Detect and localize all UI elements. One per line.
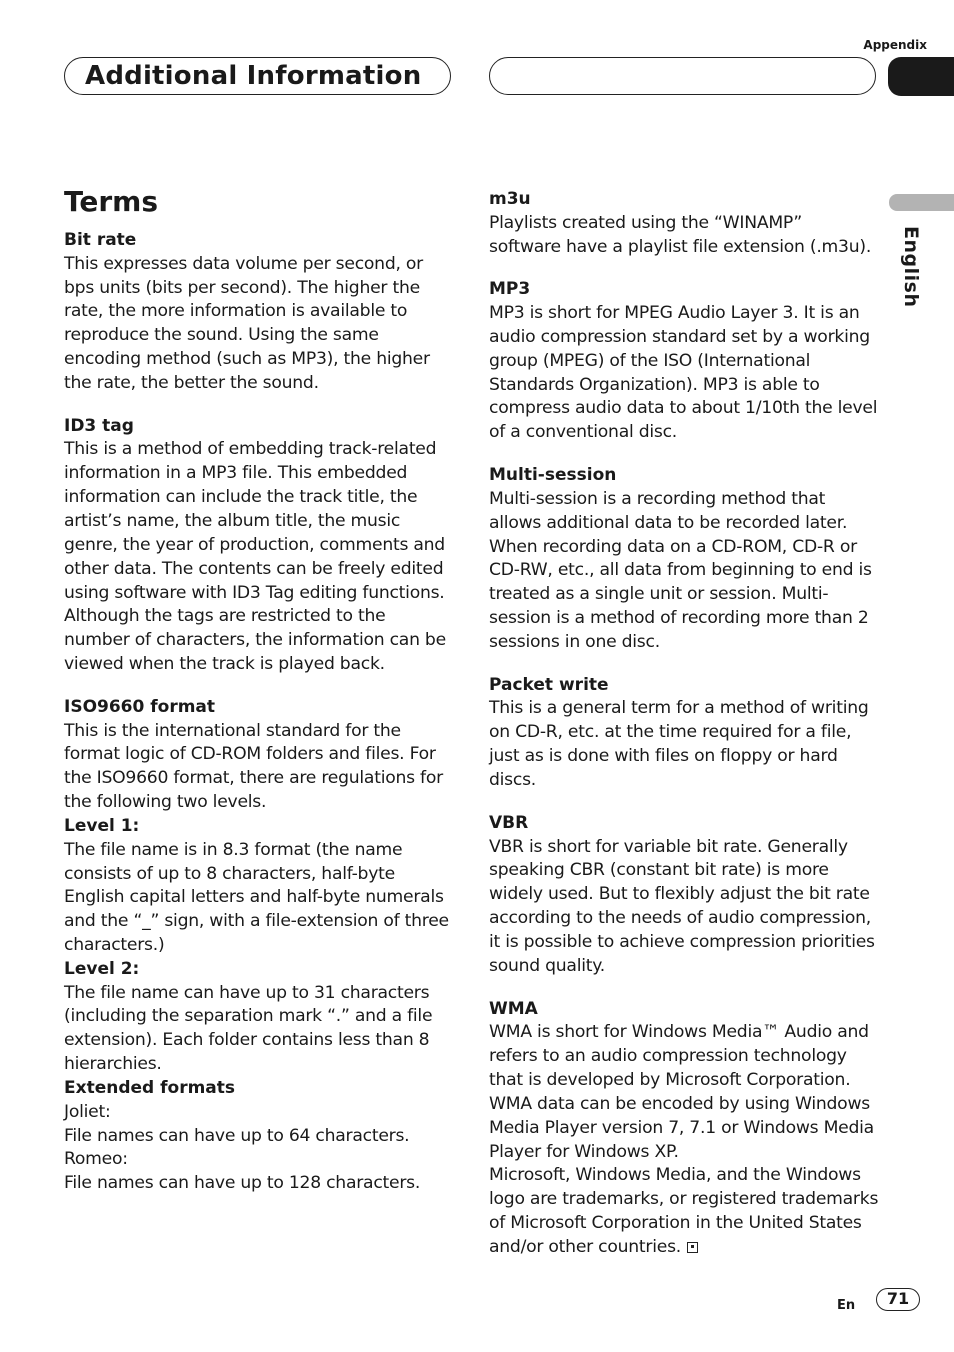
term-heading: VBR (489, 812, 529, 833)
term-description: MP3 is short for MPEG Audio Layer 3. It is an audio compression standard set by a working group (MPEG) of the ISO (International Standards Organization). MP3 is able to compress audio data to about 1/10th the level of a conventional disc. (489, 303, 878, 443)
term-description (489, 1021, 879, 1259)
footer-language: En (837, 1298, 856, 1313)
language-side-label: English (900, 226, 922, 308)
language-tab-marker (889, 194, 954, 211)
term-description: This expresses data volume per second, or bps units (bits per second). The higher the rate, the more information is available to reproduce the sound. Using the same encoding method (such as MP3), the higher the rate, the better the sound. (64, 253, 430, 393)
term-description: VBR is short for variable bit rate. Generally speaking CBR (constant bit rate) is more widely used. But to flexibly adjust the bit rate according to the needs of audio compression, it is possible to achieve compression priorities sound quality. (489, 836, 875, 976)
term-m3u (489, 188, 879, 259)
term-heading: ISO9660 format (64, 696, 216, 717)
term-description: Playlists created using the “WINAMP” software have a playlist file extension (.m3u). (489, 212, 872, 257)
section-tab-marker (888, 57, 954, 96)
right-column (489, 188, 879, 1279)
term-packet-write (489, 674, 879, 793)
extended-formats-heading: Extended formats (64, 1077, 236, 1098)
left-column (64, 229, 454, 1215)
term-description: This is a general term for a method of writing on CD-R, etc. at the time required for a file, just as is done with files on floppy or hard discs. (489, 698, 869, 790)
term-bit-rate (64, 229, 454, 396)
level-2-description: The file name can have up to 31 characters (including the separation mark “.” and a file extension). Each folder contains less than 8 hierarchies. (64, 982, 433, 1075)
end-of-section-icon (687, 1242, 698, 1253)
term-heading: ID3 tag (64, 415, 134, 436)
level-1-heading: Level 1: (64, 815, 140, 836)
level-2-heading: Level 2: (64, 958, 140, 979)
term-heading: m3u (489, 189, 531, 209)
extended-formats-description: Joliet: File names can have up to 64 characters. Romeo: File names can have up to 128 characters. (64, 1101, 421, 1194)
wma-description-text: WMA is short for Windows Media™ Audio and refers to an audio compression technology that is developed by Microsoft Corporation. WMA data can be encoded by using Windows Media Player version 7, 7.1 or Windows Media Player for Windows XP. Microsoft, Windows Media, and the Windows logo are trademarks, or registered trademarks of Microsoft Corporation in the United States and/or other countries. (489, 1022, 879, 1257)
term-description: This is a method of embedding track-related information in a MP3 file. This embedded information can include the track title, the artist’s name, the album title, the music genre, the year of production, comments and other data. The contents can be freely edited using software with ID3 Tag editing functions. Although the tags are restricted to the number of characters, the information can be viewed when the track is played back. (64, 439, 446, 675)
page-title: Terms (64, 185, 159, 218)
term-description: Multi-session is a recording method that allows additional data to be recorded later. When recording data on a CD-ROM, CD-R or CD-RW, etc., all data from beginning to end is treated as a single unit or session. Multi-session is a method of recording more than 2 sessions in one disc. (489, 488, 872, 652)
term-heading: Packet write (489, 674, 609, 695)
term-id3-tag (64, 415, 454, 677)
term-description: This is the international standard for the format logic of CD-ROM folders and files. For the ISO9660 format, there are regulations for the following two levels. (64, 720, 443, 813)
term-mp3 (489, 278, 879, 445)
term-heading: MP3 (489, 279, 531, 300)
term-heading: Multi-session (489, 465, 617, 486)
level-1-description: The file name is in 8.3 format (the name consists of up to 8 characters, half-byte English capital letters and half-byte numerals and the “_” sign, with a file-extension of three characters.) (64, 839, 449, 956)
term-heading: Bit rate (64, 230, 137, 250)
page-number: 71 (876, 1288, 920, 1311)
section-header-box (64, 57, 451, 95)
term-vbr (489, 812, 879, 979)
section-title: Additional Information (85, 61, 422, 91)
term-heading: WMA (489, 998, 538, 1019)
term-wma (489, 998, 879, 1260)
term-iso9660-format (64, 696, 454, 1196)
appendix-label: Appendix (863, 38, 927, 52)
term-multi-session (489, 464, 879, 655)
section-header-box-empty (489, 57, 876, 95)
